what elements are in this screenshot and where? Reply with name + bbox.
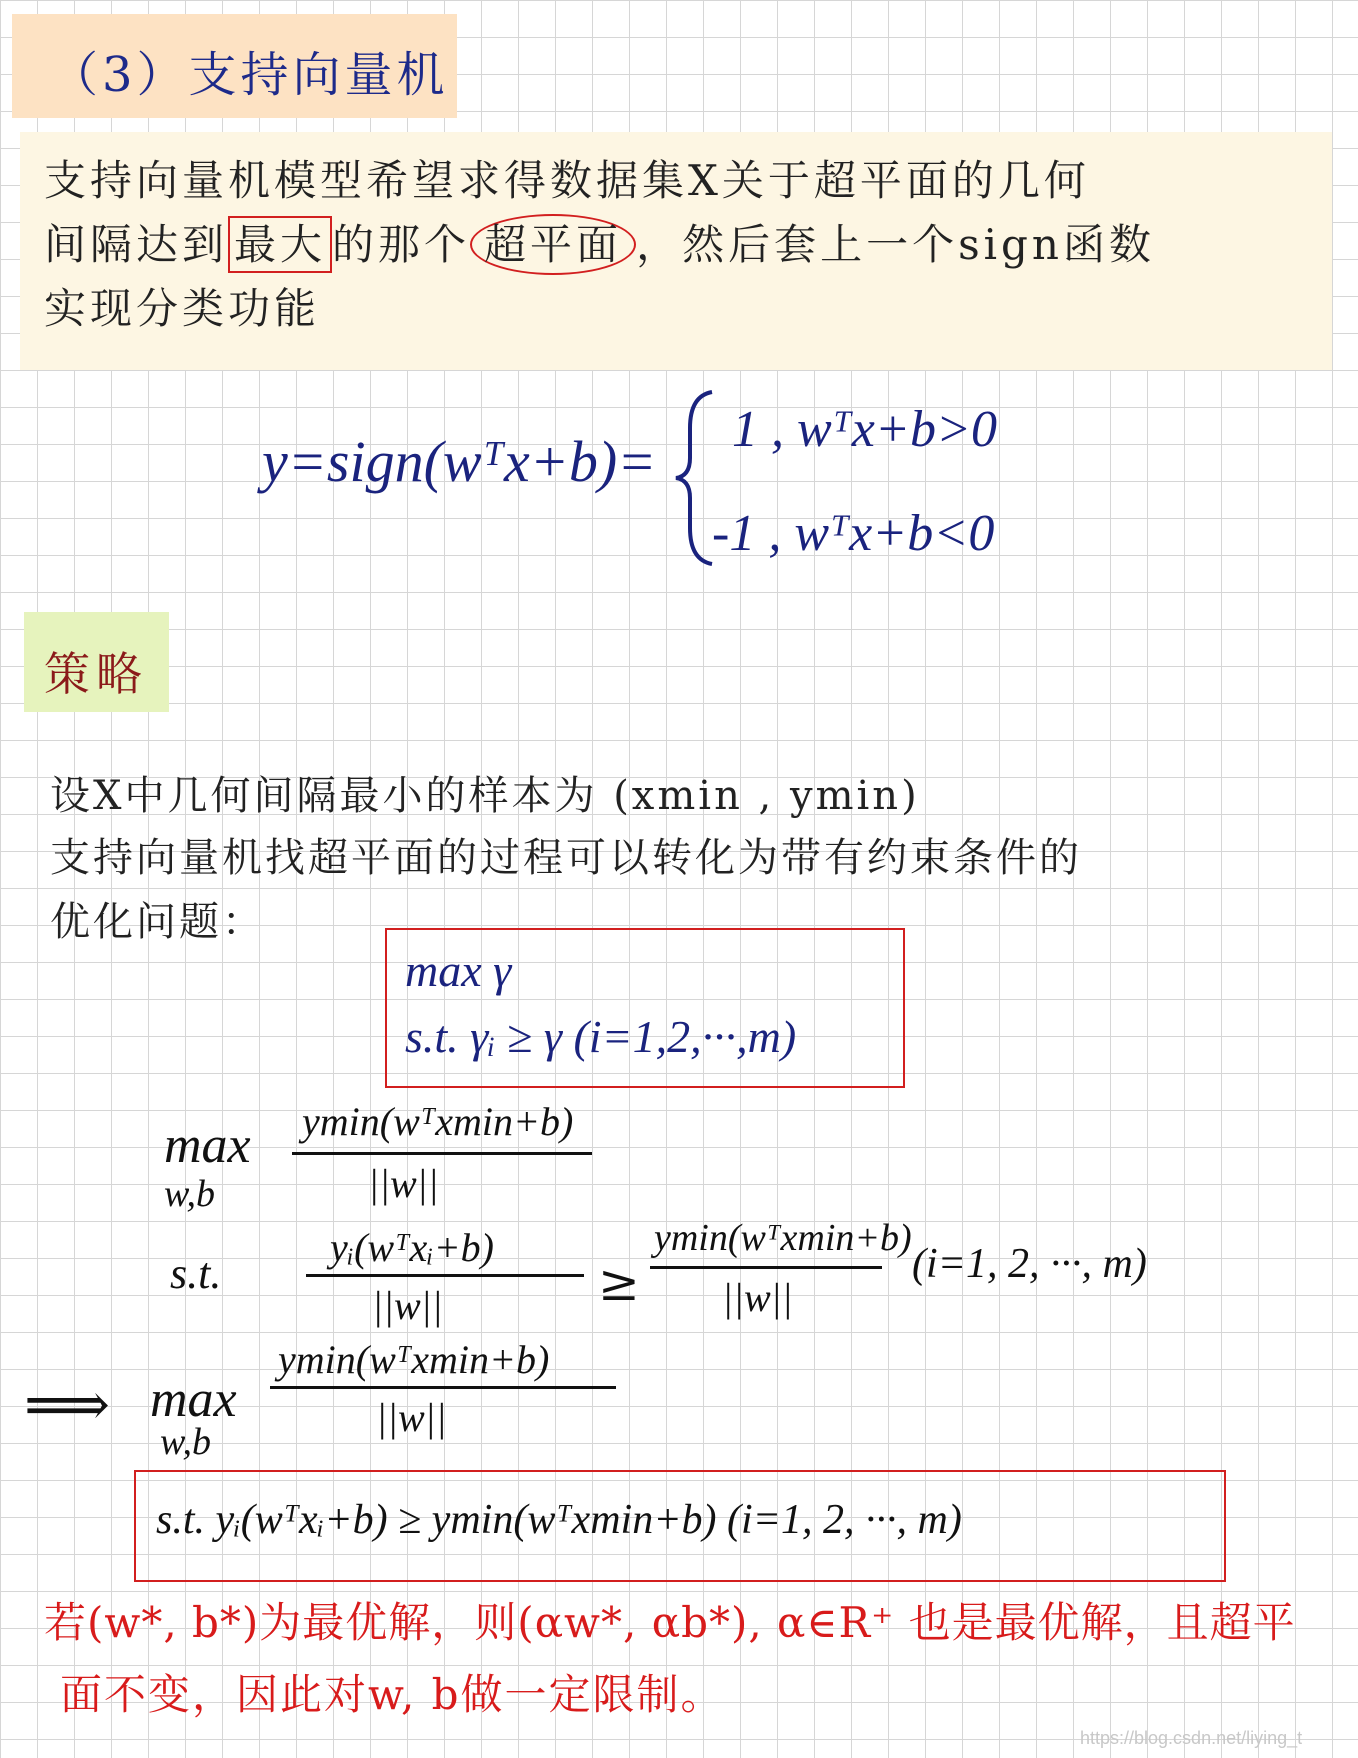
p1-c-numerator: yᵢ(wᵀxᵢ+b) [330, 1225, 494, 1270]
box1-line-1: max γ [405, 945, 512, 996]
p1-r-numerator: ymin(wᵀxmin+b) [654, 1217, 912, 1259]
strategy-line-1: 设X中几何间隔最小的样本为 (xmin , ymin) [50, 773, 920, 819]
p2-numerator: ymin(wᵀxmin+b) [278, 1337, 550, 1382]
p1-max: max [164, 1117, 251, 1174]
boxed-max: 最大 [228, 216, 332, 273]
intro-line-2 [44, 212, 1155, 272]
section-title: （3）支持向量机 [50, 47, 449, 103]
intro-line-2-post: ，然后套上一个sign函数 [636, 220, 1155, 269]
box2-text: s.t. yᵢ(wᵀxᵢ+b) ≥ ymin(wᵀxmin+b) (i=1, 2, ···, m) [156, 1497, 962, 1543]
p1-c-fraction-bar [306, 1274, 584, 1277]
p2-denominator: ||w|| [376, 1395, 447, 1440]
formula-lhs: y=sign(wᵀx+b)= [262, 429, 657, 494]
p1-subscript: w,b [164, 1173, 216, 1215]
formula-case-2: -1 , wᵀx+b<0 [712, 505, 995, 562]
p1-denominator: ||w|| [368, 1161, 439, 1206]
intro-line-3: 实现分类功能 [44, 284, 321, 333]
watermark: https://blog.csdn.net/liying_t [1080, 1728, 1303, 1748]
p1-st: s.t. [170, 1249, 222, 1298]
strategy-line-2: 支持向量机找超平面的过程可以转化为带有约束条件的 [50, 835, 1082, 881]
p1-geq: ≥ [598, 1254, 640, 1312]
strategy-title: 策略 [44, 647, 148, 701]
circled-hyperplane: 超平面 [470, 214, 636, 275]
formula-case-1: 1 , wᵀx+b>0 [732, 401, 998, 458]
strategy-line-3: 优化问题： [50, 899, 265, 945]
p1-fraction-bar [292, 1152, 592, 1155]
intro-line-2-pre: 间隔达到 [44, 220, 229, 269]
intro-line-2-mid: 的那个 [332, 220, 471, 269]
p1-numerator: ymin(wᵀxmin+b) [302, 1099, 574, 1144]
note-line-1: 若(w*, b*)为最优解，则(αw*, αb*), α∈R⁺ 也是最优解，且超平 [44, 1598, 1296, 1647]
p2-subscript: w,b [160, 1421, 212, 1463]
p1-r-denominator: ||w|| [722, 1275, 793, 1320]
p2-fraction-bar [270, 1386, 616, 1389]
box1-line-2: s.t. γᵢ ≥ γ (i=1,2,···,m) [405, 1011, 797, 1062]
note-line-2: 面不变，因此对w, b做一定限制。 [60, 1670, 725, 1719]
implies-arrow: ⟹ [24, 1370, 111, 1440]
p2-max: max [150, 1371, 237, 1428]
p1-range: (i=1, 2, ···, m) [912, 1241, 1147, 1287]
p1-c-denominator: ||w|| [372, 1283, 443, 1328]
p1-r-fraction-bar [650, 1266, 882, 1269]
intro-line-1: 支持向量机模型希望求得数据集X关于超平面的几何 [44, 156, 1090, 205]
